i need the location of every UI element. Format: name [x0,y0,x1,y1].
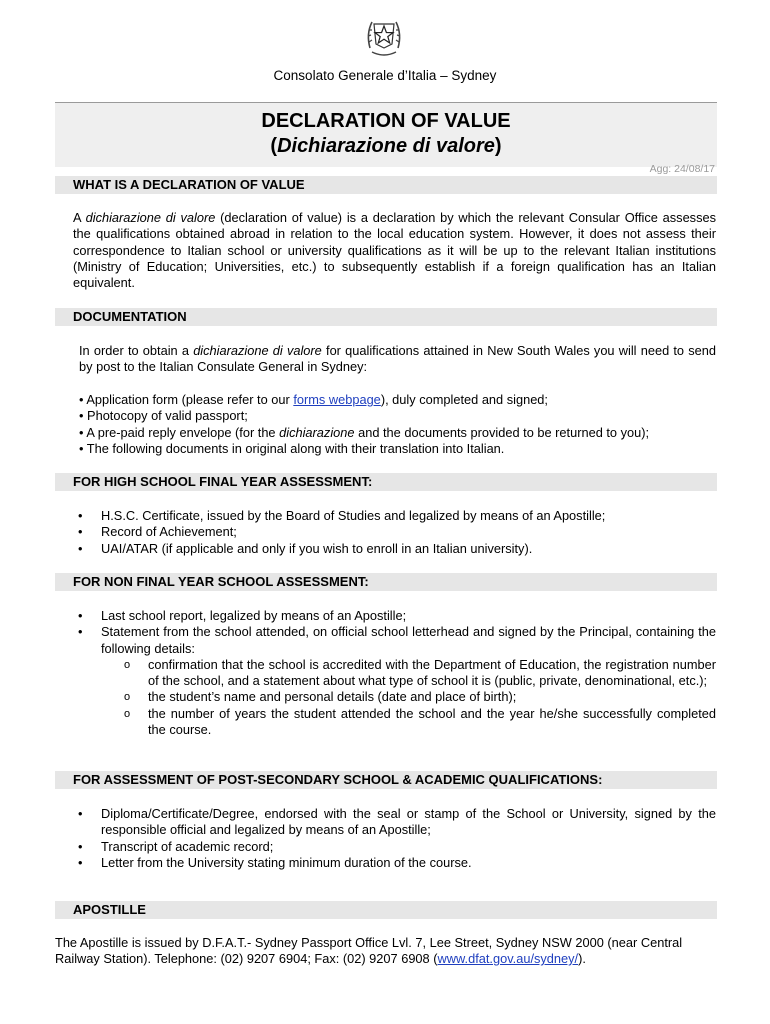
doc-item3-a: • A pre-paid reply envelope (for the [79,424,280,440]
documentation-list [79,392,716,457]
sub-item-text: confirmation that the school is accredited with the Department of Education, the registration number of the school, and a statement about what type of school it is (public, private, denominational, etc.); [148,656,716,689]
doc-item1-b: ), duly completed and signed; [380,392,548,407]
doc-item1-a: • Application form (please refer to our [79,392,294,407]
document-subtitle [55,133,717,159]
sub-item-text: the number of years the student attended the school and the year he/she successfully completed the course. [148,705,716,738]
sub-list-item [101,689,716,705]
circle-bullet-icon: o [124,658,131,671]
apostille-paragraph [55,935,705,968]
what-text-italic: dichiarazione di valore [85,210,216,225]
subtitle-close: ) [494,135,502,157]
list-item-text: Letter from the University stating minimum duration of the course. [101,854,472,870]
bullet-icon: • [78,854,83,870]
section-heading-what: WHAT IS A DECLARATION OF VALUE [55,176,717,194]
list-item [74,624,716,738]
consulate-name: Consolato Generale d’Italia – Sydney [273,68,497,83]
high-school-list [74,508,716,557]
apostille-text-b: ). [578,951,586,967]
list-item [74,541,716,557]
sub-list [101,657,716,738]
section-heading-non-final: FOR NON FINAL YEAR SCHOOL ASSESSMENT: [55,573,717,591]
what-paragraph [73,210,716,291]
circle-bullet-icon: o [124,707,131,720]
bullet-icon: • [78,508,83,523]
circle-bullet-icon: o [124,691,131,704]
list-item [74,524,716,540]
bullet-icon: • [78,608,83,623]
list-item [74,608,716,624]
list-item [74,508,716,524]
list-item [79,425,716,441]
bullet-icon: • [78,838,83,854]
list-item: • Photocopy of valid passport; [79,408,248,424]
doc-text-b: for qualifications attained in New South Wales you will need to send by post to the Italian Consulate General in Sydney: [79,343,716,375]
post-secondary-list [74,806,716,871]
list-item-text: Record of Achievement; [101,524,237,540]
doc-text-italic: dichiarazione di valore [193,343,322,358]
italian-emblem-icon [364,14,404,60]
list-item [74,855,716,871]
list-item [74,839,716,855]
documentation-paragraph [79,343,716,376]
apostille-text-a: The Apostille is issued by D.F.A.T.- Sydney Passport Office Lvl. 7, Lee Street, Sydney NSW 2000 (near Central Railway Station). Telephone: (02) 9207 6904; Fax: (02) 9207 6908 ( [55,935,683,967]
update-date: Agg: 24/08/17 [649,163,715,175]
section-heading-high-school: FOR HIGH SCHOOL FINAL YEAR ASSESSMENT: [55,473,717,491]
bullet-icon: • [78,540,83,556]
bullet-icon: • [78,624,83,640]
what-text-b: (declaration of value) is a declaration by which the relevant Consular Office assesses the qualifications obtained abroad in relation to the local education system. However, it does not assess their correspondence to Italian school or university qualifications as it will be up to the relevant Italian institutions (Ministry of Education; Universities, etc.) to subsequently establish if a foreign qualification has an Italian equivalent. [73,210,716,291]
list-item-text: Diploma/Certificate/Degree, endorsed with the seal or stamp of the School or University, signed by the responsible official and legalized by means of an Apostille; [101,806,716,838]
what-text-a: A [73,210,86,225]
dfat-link[interactable]: www.dfat.gov.au/sydney/ [437,951,579,967]
bullet-icon: • [78,806,83,821]
section-heading-apostille: APOSTILLE [55,901,717,919]
list-item [79,392,716,408]
list-item-text: UAI/ATAR (if applicable and only if you wish to enroll in an Italian university). [101,540,533,556]
bullet-icon: • [78,524,83,540]
sub-item-text: the student’s name and personal details (date and place of birth); [148,689,517,705]
section-heading-documentation: DOCUMENTATION [55,308,717,326]
list-item [74,806,716,839]
subtitle-italic: Dichiarazione di valore [277,135,495,157]
list-item-text: H.S.C. Certificate, issued by the Board of Studies and legalized by means of an Apostille; [101,508,606,523]
doc-item3-italic: dichiarazione [279,424,355,440]
list-item: • The following documents in original along with their translation into Italian. [79,440,505,456]
list-item-text: Transcript of academic record; [101,838,274,854]
sub-list-item [101,706,716,739]
doc-text-a: In order to obtain a [79,343,194,358]
non-final-list [74,608,716,738]
subtitle-open: ( [270,135,278,157]
section-heading-post-secondary: FOR ASSESSMENT OF POST-SECONDARY SCHOOL & ACADEMIC QUALIFICATIONS: [55,771,717,789]
list-item-text: Statement from the school attended, on official school letterhead and signed by the Principal, containing the following details: [101,624,716,656]
document-title: DECLARATION OF VALUE [261,110,511,132]
list-item-text: Last school report, legalized by means of an Apostille; [101,608,407,623]
sub-list-item [101,657,716,690]
title-box [55,102,717,167]
forms-webpage-link[interactable]: forms webpage [293,392,381,407]
doc-item3-b: and the documents provided to be returned to you); [354,424,650,440]
